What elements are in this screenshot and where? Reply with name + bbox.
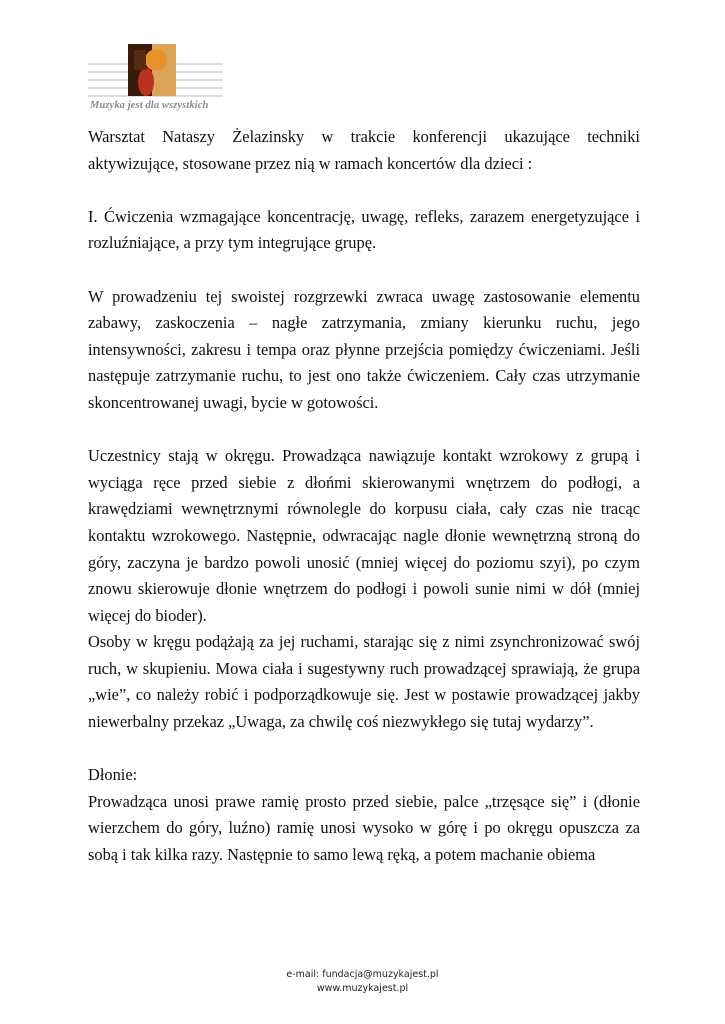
document-body [88,124,640,869]
paragraph-circle: Uczestnicy stają w okręgu. Prowadząca nawiązuje kontakt wzrokowy z grupą i wyciąga ręce przed siebie z dłońmi skierowanymi wnętrzem do podłogi, a krawędziami wewnętrznymi równolegle do korpusu ciała, cały czas nie tracąc kontaktu wzrokowego. Następnie, odwracając nagle dłonie wewnętrzną stroną do góry, zaczyna je bardzo powoli unosić (mniej więcej do poziomu szyi), po czym znowu skierowuje dłonie wnętrzem do podłogi i powoli sunie nimi w dół (mniej więcej do bioder). [88,446,640,625]
paragraph-group: Osoby w kręgu podążają za jej ruchami, starając się z nimi zsynchronizować swój ruch, w skupieniu. Mowa ciała i sugestywny ruch prowadzącej sprawiają, że grupa „wie”, co należy robić i podporządkowuje się. Jest w postawie prowadzącej jakby niewerbalny przekaz „Uwaga, za chwilę coś niezwykłego się tutaj wydarzy”. [88,632,640,732]
paragraph-hands: Prowadząca unosi prawe ramię prosto przed siebie, palce „trzęsące się” i (dłonie wierzchem do góry, luźno) ramię unosi wysoko w górę i po okręgu opuszcza za sobą i tak kilka razy. Następnie to samo lewą ręką, a potem machanie obiema [88,791,640,865]
footer-website: www.muzykajest.pl [316,983,409,994]
paragraph-section-heading: I. Ćwiczenia wzmagające koncentrację, uwagę, refleks, zarazem energetyzujące i rozluźniające, a przy tym integrujące grupę. [88,206,640,253]
logo-caption: Muzyka jest dla wszystkich [90,100,209,111]
paragraph-warmup: W prowadzeniu tej swoistej rozgrzewki zwraca uwagę zastosowanie elementu zabawy, zaskoczenia – nagłe zatrzymania, zmiany kierunku ruchu, jego intensywności, zakresu i tempa oraz płynne przejścia pomiędzy ćwiczeniami. Jeśli następuje zatrzymanie ruchu, to jest ono także ćwiczeniem. Cały czas utrzymanie skoncentrowanej uwagi, bycie w gotowości. [88,286,640,412]
paragraph-hands-heading: Dłonie: [88,765,138,785]
logo-image [88,42,223,98]
logo [88,42,228,120]
page-footer [0,968,725,996]
footer-email: e-mail: fundacja@muzykajest.pl [286,969,439,980]
paragraph-intro: Warsztat Nataszy Żelazinsky w trakcie konferencji ukazujące techniki aktywizujące, stosowane przez nią w ramach koncertów dla dzieci : [88,127,640,173]
